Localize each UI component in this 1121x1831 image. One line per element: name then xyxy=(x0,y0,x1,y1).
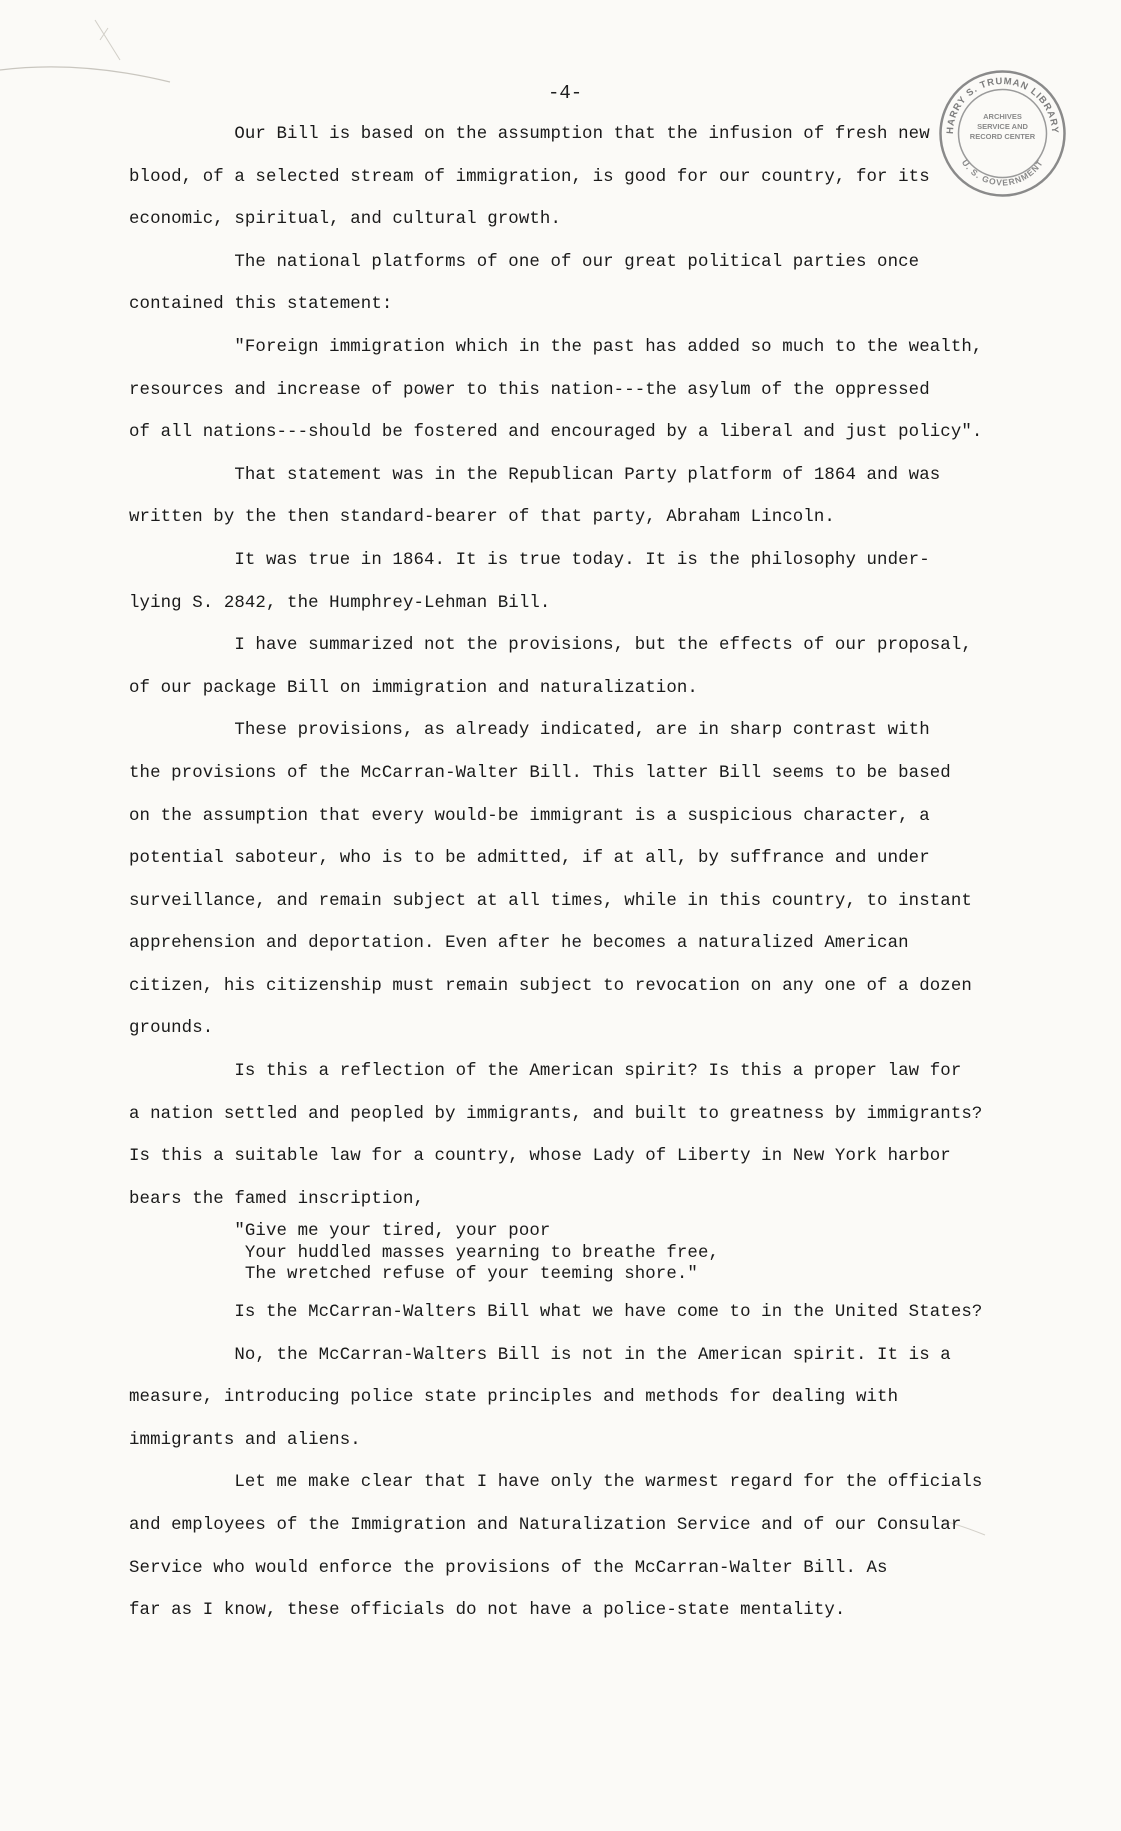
text-block-before-poem xyxy=(129,114,1009,1221)
text-line: contained this statement: xyxy=(129,295,393,315)
text-line: "Foreign immigration which in the past has added so much to the wealth, xyxy=(129,337,983,357)
text-line: immigrants and aliens. xyxy=(129,1430,361,1450)
text-line: No, the McCarran-Walters Bill is not in the American spirit. It is a xyxy=(129,1345,951,1365)
text-line: lying S. 2842, the Humphrey-Lehman Bill. xyxy=(129,593,551,613)
text-line: The national platforms of one of our great political parties once xyxy=(129,252,920,272)
poem-quote xyxy=(129,1221,1009,1286)
text-line: These provisions, as already indicated, are in sharp contrast with xyxy=(129,721,930,741)
text-line: Is this a suitable law for a country, whose Lady of Liberty in New York harbor xyxy=(129,1147,951,1167)
document-body xyxy=(129,114,1009,1633)
text-line: bears the famed inscription, xyxy=(129,1189,425,1209)
text-line: That statement was in the Republican Party platform of 1864 and was xyxy=(129,465,941,485)
text-line: surveillance, and remain subject at all times, while in this country, to instant xyxy=(129,891,972,911)
poem-line: Your huddled masses yearning to breathe free, xyxy=(129,1243,720,1263)
text-line: of all nations---should be fostered and encouraged by a liberal and just policy". xyxy=(129,423,983,443)
text-line: on the assumption that every would-be immigrant is a suspicious character, a xyxy=(129,806,930,826)
text-line: potential saboteur, who is to be admitted, if at all, by suffrance and under xyxy=(129,849,930,869)
text-line: measure, introducing police state principles and methods for dealing with xyxy=(129,1388,899,1408)
page-number: -4- xyxy=(548,82,583,104)
text-line: of our package Bill on immigration and naturalization. xyxy=(129,678,698,698)
text-line: apprehension and deportation. Even after he becomes a naturalized American xyxy=(129,934,909,954)
text-line: Is the McCarran-Walters Bill what we have come to in the United States? xyxy=(129,1302,983,1322)
text-line: blood, of a selected stream of immigration, is good for our country, for its xyxy=(129,167,930,187)
poem-line: The wretched refuse of your teeming shore." xyxy=(129,1265,698,1285)
text-line: Our Bill is based on the assumption that the infusion of fresh new xyxy=(129,125,930,144)
text-line: Service who would enforce the provisions of the McCarran-Walter Bill. As xyxy=(129,1558,888,1578)
poem-line: "Give me your tired, your poor xyxy=(129,1222,551,1242)
text-line: Let me make clear that I have only the warmest regard for the officials xyxy=(129,1473,983,1493)
text-line: Is this a reflection of the American spirit? Is this a proper law for xyxy=(129,1062,962,1082)
text-line: grounds. xyxy=(129,1019,214,1039)
stamp-top-text: HARRY S. TRUMAN LIBRARY xyxy=(944,75,1061,135)
text-line: It was true in 1864. It is true today. It is the philosophy under- xyxy=(129,550,930,570)
text-block-after-poem xyxy=(129,1292,1009,1633)
text-line: resources and increase of power to this nation---the asylum of the oppressed xyxy=(129,380,930,400)
text-line: a nation settled and peopled by immigrants, and built to greatness by immigrants? xyxy=(129,1104,983,1124)
text-line: written by the then standard-bearer of that party, Abraham Lincoln. xyxy=(129,508,835,528)
text-line: I have summarized not the provisions, but the effects of our proposal, xyxy=(129,636,972,656)
text-line: economic, spiritual, and cultural growth. xyxy=(129,210,561,230)
text-line: far as I know, these officials do not have a police-state mentality. xyxy=(129,1601,846,1621)
text-line: citizen, his citizenship must remain subject to revocation on any one of a dozen xyxy=(129,976,972,996)
text-line: and employees of the Immigration and Naturalization Service and of our Consular xyxy=(129,1515,962,1535)
stamp-center-text: ARCHIVES SERVICE AND RECORD CENTER xyxy=(969,112,1036,141)
stamp-bottom-text: U. S. GOVERNMENT xyxy=(959,157,1046,188)
text-line: the provisions of the McCarran-Walter Bill. This latter Bill seems to be based xyxy=(129,763,951,783)
